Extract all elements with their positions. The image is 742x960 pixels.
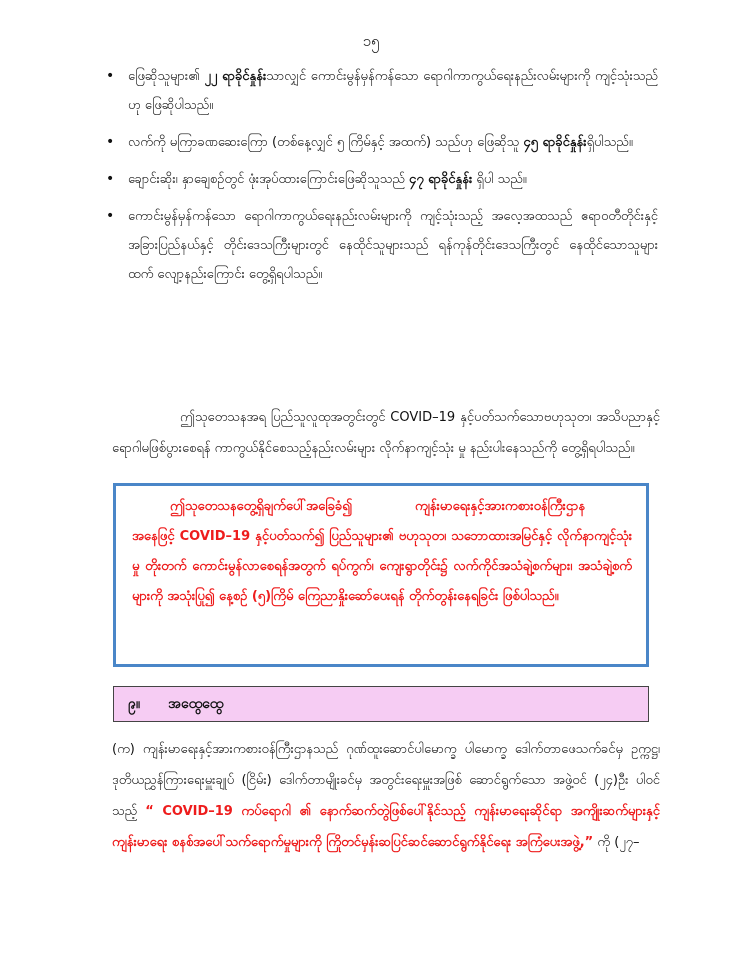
summary-paragraph: ဤသုတေသနအရ ပြည်သူလူထုအတွင်းတွင် COVID–19 နှင့်ပတ်သက်သောဗဟုသုတ၊ အသိပညာနှင့် ရောဂါမဖြစ်ပွားစေရန် ကာကွယ်နိုင်စေသည့်နည်းလမ်းများ လိုက်နာကျင့်သုံး မှု နည်းပါးနေသည်ကို တွေ့ရှိရပါသည်။	[112, 410, 660, 456]
section-title: အထွေထွေ	[168, 695, 224, 712]
general-paragraph	[112, 734, 660, 858]
findings-list	[128, 62, 658, 297]
bullet-text: ဖြေဆိုသူများ၏	[128, 69, 205, 84]
bullet-text: ရှိပါသည်။	[586, 135, 633, 150]
page-number: ၁၅	[362, 32, 380, 50]
paragraph-text: (က) ကျန်းမာရေးနှင့်အားကစားဝန်ကြီးဌာနသည် ဂုဏ်ထူးဆောင်ပါမောက္ခ ပါမောက္ခ ဒေါက်တာဖေသက်ခင်မှ ဥက္ကဋ္ဌ၊ ဒုတိယညွှန်ကြားရေးမှူးချုပ် (ငြိမ်း) ဒေါက်တာမျိုးခင်မှ အတွင်းရေးမှူးအဖြစ် ဆောင်ရွက်သော အဖွဲ့ဝင် (၂၄)ဦး ပါဝင်သည့်	[112, 742, 660, 819]
recommendation-box	[113, 483, 649, 667]
list-item	[128, 202, 658, 289]
recommendation-text: အနေဖြင့် COVID–19 နှင့်ပတ်သက်၍ ပြည်သူများ၏ ဗဟုသုတ၊ သဘောထားအမြင်နှင့် လိုက်နာကျင့်သုံးမှု တိုးတက် ကောင်းမွန်လာစေရန်အတွက် ရပ်ကွက်၊ ကျေးရွာတိုင်း၌ လက်ကိုင်အသံချဲ့စက်များ၊ အသံချဲ့စက်များကို အသုံးပြု၍ နေ့စဉ် (၅)ကြိမ် ကြေညာနှိုးဆော်ပေးရန် တိုက်တွန်းနေရခြင်း ဖြစ်ပါသည်။	[132, 529, 632, 604]
list-item	[128, 62, 658, 120]
bullet-text: သာလျှင် ကောင်းမွန်မှန်ကန်သော ရောဂါကာကွယ်ရေးနည်းလမ်းများကို ကျင့်သုံးသည်ဟု ဖြေဆိုပါသည်။	[128, 69, 658, 113]
recommendation-text: ဤသုတေသနတွေ့ရှိချက်ပေါ်အခြေခံ၍	[170, 499, 352, 514]
section-number: ၉။	[128, 695, 141, 712]
recommendation-text: ကျန်းမာရေးနှင့်အားကစားဝန်ကြီးဌာန	[415, 499, 586, 514]
list-item	[128, 128, 658, 157]
paragraph-text: ကို (၂၇–	[593, 835, 640, 850]
list-item	[128, 165, 658, 194]
bullet-percentage: ၂၂ ရာခိုင်နှုန်း	[204, 69, 267, 84]
bullet-text: လက်ကို မကြာခဏဆေးကြော (တစ်နေ့လျှင် ၅ ကြိမ်နှင့် အထက်) သည်ဟု ဖြေဆိုသူ	[128, 135, 524, 150]
bullet-text: ကောင်းမွန်မှန်ကန်သော ရောဂါကာကွယ်ရေးနည်းလမ်းများကို ကျင့်သုံးသည့် အလေ့အထသည် ဧရာဝတီတိုင်းနှင့် အခြားပြည်နယ်နှင့် တိုင်းဒေသကြီးများတွင် နေထိုင်သူများသည် ရန်ကုန်တိုင်းဒေသကြီးတွင် နေထိုင်သောသူများထက် လျော့နည်းကြောင်း တွေ့ရှိရပါသည်။	[128, 209, 658, 282]
bullet-percentage: ၄၇ ရာခိုင်နှုန်း	[409, 172, 473, 187]
bullet-percentage: ၄၅ ရာခိုင်နှုန်း	[523, 135, 587, 150]
bullet-text: ရှိပါ သည်။	[472, 172, 527, 187]
recommendation-first-line	[132, 492, 632, 522]
committee-name: “ COVID–19 ကပ်ရောဂါ ၏ နောက်ဆက်တွဲဖြစ်ပေါ်နိုင်သည့် ကျန်းမာရေးဆိုင်ရာ အကျိုးဆက်များနှင့် ကျန်းမာရေး စနစ်အပေါ်သက်ရောက်မှုများကို ကြိုတင်မှန်းဆပြင်ဆင်ဆောင်ရွက်နိုင်ရေး အကြံပေးအဖွဲ့,”	[112, 804, 660, 850]
section-heading	[113, 686, 649, 722]
bullet-text: ချောင်းဆိုး၊ နှာချေစဉ်တွင် ဖုံးအုပ်ထားကြောင်းဖြေဆိုသူသည်	[128, 172, 410, 187]
